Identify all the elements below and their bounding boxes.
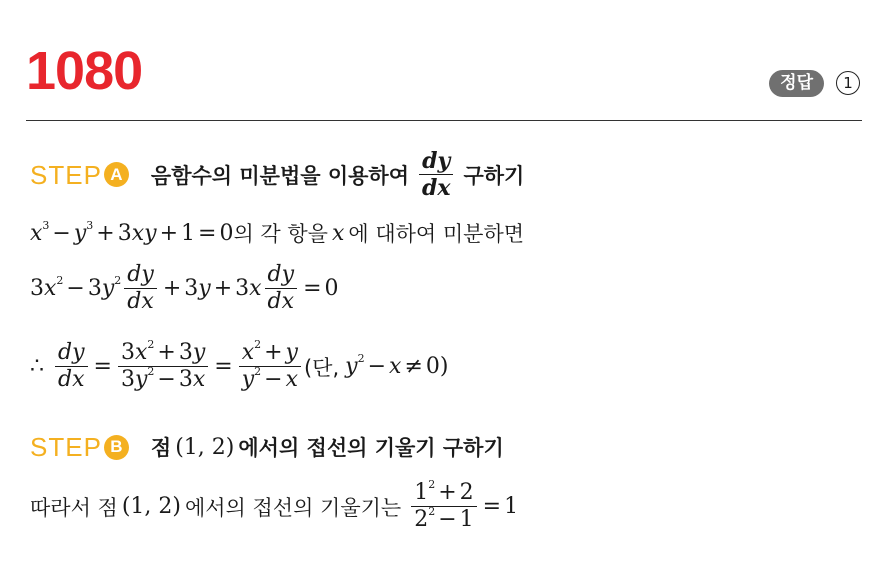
step-b-title-suffix: 에서의 접선의 기울기 구하기 [238,436,504,460]
line1-text: 의 각 항을 [233,222,328,246]
condition-open: (단, [303,355,340,380]
line1-text2: 에 대하여 미분하면 [348,222,525,246]
step-b-title-point: (1, 2) [175,434,235,460]
step-a-title-suffix: 구하기 [463,163,525,188]
step-b-heading [30,432,504,462]
equation-original: $x^3 - y^3 + 3xy + 1 = 0$ 의 각 항을 x 에 대하여 미분하면 [30,218,525,246]
step-a-heading [30,148,524,202]
problem-number: 1080 [26,41,143,101]
step-b-title [151,432,504,462]
step-b-label: STEP [30,432,102,462]
equation-derivative: ∴ $\frac{dy}{dx}$ = $\frac{3x^2 + 3y}{3y^2 - 3x}$ = $\frac{x^2 + y}{y^2 - x}$ (단, $y^2 - x \ne 0$) [30,338,449,393]
slope-result: 따라서 점 (1, 2) 에서의 접선의 기울기는 $\frac{1^2 + 2}{2^2 - 1}$ = 1 [30,478,519,533]
step-a-dy-dx: $\frac{dy}{dx}$ [419,148,454,202]
header-divider [26,120,862,121]
line-b-text1: 따라서 점 [30,495,118,520]
step-a-label: STEP [30,159,102,190]
answer-value: 1 [836,71,860,95]
equation-differentiated: $3x^2 - 3y^2$ $\frac{dy}{dx}$ + 3y + 3x $\frac{dy}{dx}$ = 0 [30,262,339,315]
step-a-title-text: 음함수의 미분법을 이용하여 [150,163,409,188]
step-b-letter: B [104,435,129,460]
step-a-letter: A [104,162,129,187]
step-b-title-word: 점 [150,436,172,460]
line-b-point: (1, 2) [121,494,181,520]
step-a-title [151,148,524,202]
answer-box [769,70,860,97]
line-b-text2: 에서의 접선의 기울기는 [184,495,402,520]
answer-badge: 정답 [769,70,824,97]
